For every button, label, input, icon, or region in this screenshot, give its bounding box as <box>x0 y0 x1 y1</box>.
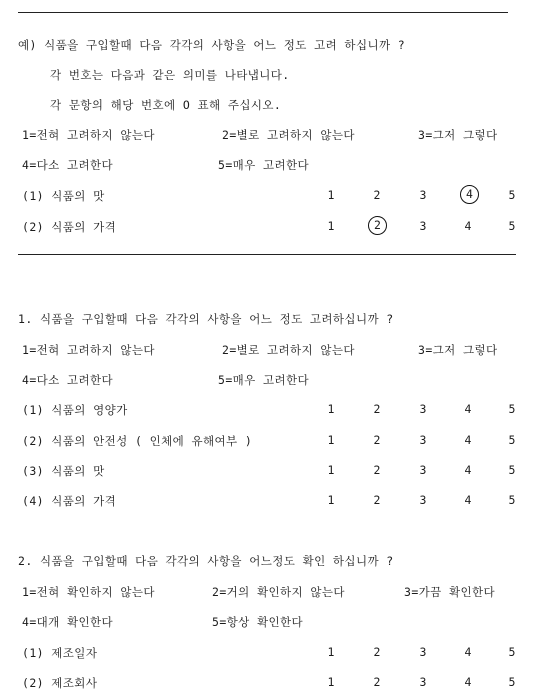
q1-item-1: (1) 식품의 영양가 <box>22 403 128 417</box>
option-3: 3 <box>419 675 427 689</box>
option-5: 5 <box>508 645 516 659</box>
option-5: 5 <box>508 402 516 416</box>
q2-scale-1: 1=전혀 확인하지 않는다 <box>22 585 155 599</box>
q1-scale-2: 2=별로 고려하지 않는다 <box>222 343 355 357</box>
option-1: 1 <box>327 675 335 689</box>
option-5: 5 <box>508 675 516 689</box>
option-3: 3 <box>419 463 427 477</box>
option-4: 4 <box>464 463 472 477</box>
example-scale-3: 3=그저 그렇다 <box>418 128 498 142</box>
q1-item-2: (2) 식품의 안전성 ( 인체에 유해여부 ) <box>22 434 253 448</box>
q1-scale-5: 5=매우 고려한다 <box>218 373 310 387</box>
option-4: 4 <box>464 433 472 447</box>
example-scale-2: 2=별로 고려하지 않는다 <box>222 128 355 142</box>
q2-question: 2. 식품을 구입할때 다음 각각의 사항을 어느정도 확인 하십니까 ? <box>18 554 394 568</box>
option-2: 2 <box>373 493 381 507</box>
example-note-instruction: 각 문항의 해당 번호에 O 표해 주십시오. <box>50 98 282 112</box>
option-4: 4 <box>464 219 472 233</box>
option-3: 3 <box>419 219 427 233</box>
option-2: 2 <box>373 433 381 447</box>
option-3: 3 <box>419 188 427 202</box>
q1-question: 1. 식품을 구입할때 다음 각각의 사항을 어느 정도 고려하십니까 ? <box>18 312 394 326</box>
example-note-meaning: 각 번호는 다음과 같은 의미를 나타냅니다. <box>50 68 290 82</box>
option-2: 2 <box>373 463 381 477</box>
option-2: 2 <box>373 402 381 416</box>
top-rule <box>18 12 508 13</box>
example-scale-5: 5=매우 고려한다 <box>218 158 310 172</box>
q1-item-3: (3) 식품의 맛 <box>22 464 105 478</box>
option-5: 5 <box>508 493 516 507</box>
option-4: 4 <box>464 402 472 416</box>
option-5: 5 <box>508 463 516 477</box>
option-3: 3 <box>419 402 427 416</box>
option-3: 3 <box>419 493 427 507</box>
option-1: 1 <box>327 402 335 416</box>
q2-item-1: (1) 제조일자 <box>22 646 98 660</box>
option-1: 1 <box>327 645 335 659</box>
option-4: 4 <box>464 645 472 659</box>
example-item-1: (1) 식품의 맛 <box>22 189 105 203</box>
q2-scale-5: 5=항상 확인한다 <box>212 615 304 629</box>
option-4: 4 <box>464 675 472 689</box>
example-item-2: (2) 식품의 가격 <box>22 220 117 234</box>
example-bottom-rule <box>18 254 516 255</box>
option-5: 5 <box>508 188 516 202</box>
option-3: 3 <box>419 433 427 447</box>
q2-item-2: (2) 제조회사 <box>22 676 98 690</box>
q1-item-4: (4) 식품의 가격 <box>22 494 117 508</box>
option-4-circled: 4 <box>460 185 479 204</box>
example-scale-4: 4=다소 고려한다 <box>22 158 114 172</box>
option-1: 1 <box>327 433 335 447</box>
example-question: 예) 식품을 구입할때 다음 각각의 사항을 어느 정도 고려 하십니까 ? <box>18 38 406 52</box>
option-4: 4 <box>464 493 472 507</box>
option-1: 1 <box>327 463 335 477</box>
q1-scale-4: 4=다소 고려한다 <box>22 373 114 387</box>
option-2: 2 <box>373 645 381 659</box>
q2-scale-3: 3=가끔 확인한다 <box>404 585 496 599</box>
option-1: 1 <box>327 219 335 233</box>
option-3: 3 <box>419 645 427 659</box>
option-5: 5 <box>508 219 516 233</box>
q2-scale-2: 2=거의 확인하지 않는다 <box>212 585 345 599</box>
q1-scale-3: 3=그저 그렇다 <box>418 343 498 357</box>
option-1: 1 <box>327 188 335 202</box>
option-2: 2 <box>373 188 381 202</box>
option-2-circled: 2 <box>368 216 387 235</box>
q1-scale-1: 1=전혀 고려하지 않는다 <box>22 343 155 357</box>
option-1: 1 <box>327 493 335 507</box>
q2-scale-4: 4=대개 확인한다 <box>22 615 114 629</box>
option-2: 2 <box>373 675 381 689</box>
example-scale-1: 1=전혀 고려하지 않는다 <box>22 128 155 142</box>
option-5: 5 <box>508 433 516 447</box>
